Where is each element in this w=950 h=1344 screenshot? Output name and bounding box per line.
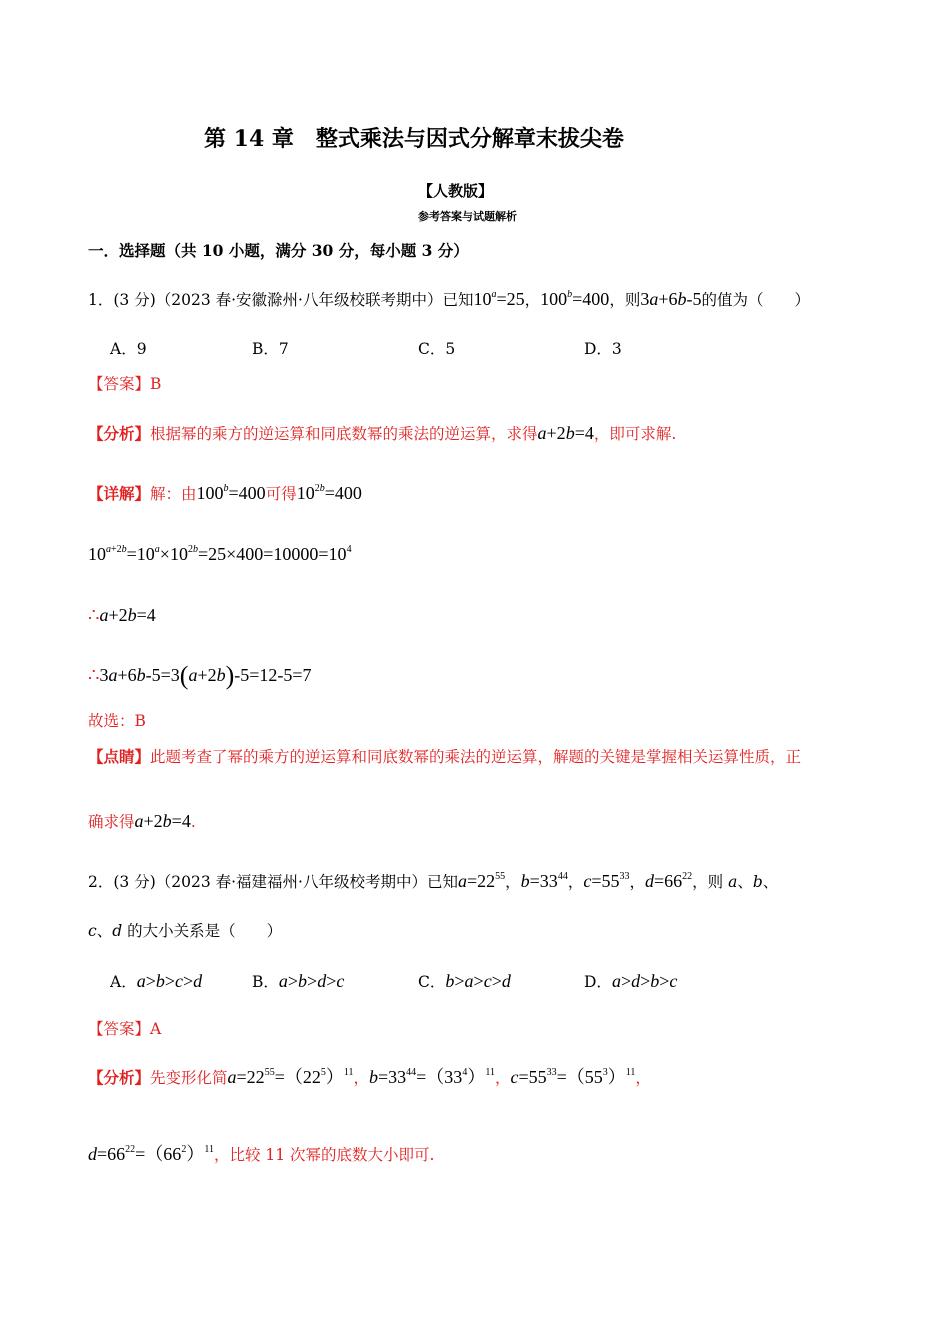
edition-label: 【人教版】 <box>418 182 494 200</box>
analysis-2-line2 <box>88 1143 434 1166</box>
option-d: D．a>d>b>c <box>584 971 678 991</box>
math-expr: a <box>278 971 288 991</box>
question-1-prefix: 1．(3 分)（2023 春·安徽滁州·八年级校联考期中）已知 <box>88 291 474 309</box>
math-expr: a+2b=4 <box>537 423 594 443</box>
question-1-suffix: 的值为（ ） <box>701 291 810 309</box>
math-expr: $c=55^{33}$ <box>583 871 630 891</box>
math-expr: $d=66^{22}$ <box>645 871 693 891</box>
therefore-symbol: ∴ <box>88 605 100 625</box>
analysis-text: 根据幂的乘方的逆运算和同底数幂的乘法的逆运算，求得 <box>150 425 538 443</box>
math-expr: $b=33^{44}$ <box>520 871 568 891</box>
math-expr: $100^b=400$ <box>540 289 610 309</box>
option-d: D．3 <box>584 340 622 358</box>
page-title: 第 14 章 整式乘法与因式分解章末拔尖卷 <box>204 126 624 152</box>
math-expr: $d=66^{22}=(66^2)^{11}$ <box>88 1144 214 1164</box>
step-equation <box>88 604 156 627</box>
math-expr: $10^{a+2b}=10^a\times 10^{2b}=25\times 400=10000=10^4$ <box>88 544 352 564</box>
step-equation <box>88 543 352 566</box>
detail-label: 【详解】 <box>88 484 151 503</box>
math-expr: a+2b=4 <box>99 605 156 625</box>
math-expr: $100^b=400$ <box>196 483 266 503</box>
analysis-2: 【分析】先变形化简$a=22^{55}=(22^5)^{11}$，$b=33^{44}=(33^4)^{11}$，$c=55^{33}=(55^3)^{11}$， <box>88 1067 651 1087</box>
option-a: A．a>b>c>d <box>110 971 203 991</box>
option-a: A．9 <box>110 340 147 358</box>
math-expr: a+2b=4 <box>134 811 191 831</box>
option-b: B．a>b>d>c <box>252 971 345 991</box>
analysis-end: ，比较 11 次幂的底数大小即可. <box>213 1146 435 1164</box>
option-c: C．b>a>c>d <box>418 971 511 991</box>
analysis-end: ，即可求解. <box>593 425 677 443</box>
math-expr: $10^{2b}=400$ <box>296 483 362 503</box>
comment-text: 此题考查了幂的乘方的逆运算和同底数幂的乘法的逆运算，解题的关键是掌握相关运算性质，正 <box>150 748 802 766</box>
math-expr: $a=22^{55}=(22^5)^{11}$ <box>227 1067 354 1087</box>
math-expr: $b=33^{44}=(33^4)^{11}$ <box>369 1067 495 1087</box>
section-heading: 一．选择题（共 10 小题，满分 30 分，每小题 3 分） <box>88 241 469 260</box>
detail-text: 解：由 <box>150 485 197 503</box>
answer-2: 【答案】A <box>88 1020 162 1038</box>
conclusion-1: 故选：B <box>88 712 146 730</box>
comment-1-line2: 确求得a+2b=4. <box>88 811 196 831</box>
therefore-symbol: ∴ <box>88 665 100 685</box>
math-expr: 3a+6b-5=3(a+2b)-5=12-5=7 <box>99 661 312 690</box>
option-c: C．5 <box>418 340 456 358</box>
comment-label: 【点睛】 <box>88 747 151 766</box>
question-2-stem: 2．(3 分)（2023 春·福建福州·八年级校考期中）已知$a=22^{55}$，$b=33^{44}$，$c=55^{33}$，$d=66^{22}$，则 a、b、 <box>88 871 779 891</box>
comment-1-line1 <box>88 746 801 768</box>
subtitle: 参考答案与试题解析 <box>418 210 517 223</box>
detail-mid: 可得 <box>265 485 297 503</box>
question-2-stem-line2: c、d 的大小关系是（ ） <box>88 922 283 940</box>
step-equation <box>88 661 312 690</box>
question-2-line2: 的大小关系是（ ） <box>127 922 283 940</box>
option-b: B．7 <box>252 340 289 358</box>
question-2-tail: ，则 <box>692 873 724 891</box>
analysis-text: 先变形化简 <box>150 1069 228 1087</box>
math-expr: a <box>611 971 621 991</box>
detail-1 <box>88 482 362 505</box>
comment-text-2: 确求得 <box>88 813 135 831</box>
answer-1: 【答案】B <box>88 375 162 393</box>
math-expr: $10^a=25$ <box>473 289 525 309</box>
analysis-label: 【分析】 <box>88 424 151 443</box>
math-expr: $a=22^{55}$ <box>457 871 506 891</box>
question-2-prefix: 2．(3 分)（2023 春·福建福州·八年级校考期中）已知 <box>88 873 458 891</box>
math-expr: $c=55^{33}=(55^3)^{11}$ <box>510 1067 636 1087</box>
analysis-1 <box>88 422 676 445</box>
question-1-stem: 1．(3 分)（2023 春·安徽滁州·八年级校联考期中）已知$10^a=25$，$100^b=400$，则3a+6b-5的值为（ ） <box>88 289 810 309</box>
var-list: a <box>723 873 738 891</box>
math-expr: b <box>445 971 455 991</box>
math-expr: a <box>136 971 146 991</box>
math-expr: 3a+6b-5 <box>640 289 702 309</box>
analysis-label: 【分析】 <box>88 1068 151 1087</box>
